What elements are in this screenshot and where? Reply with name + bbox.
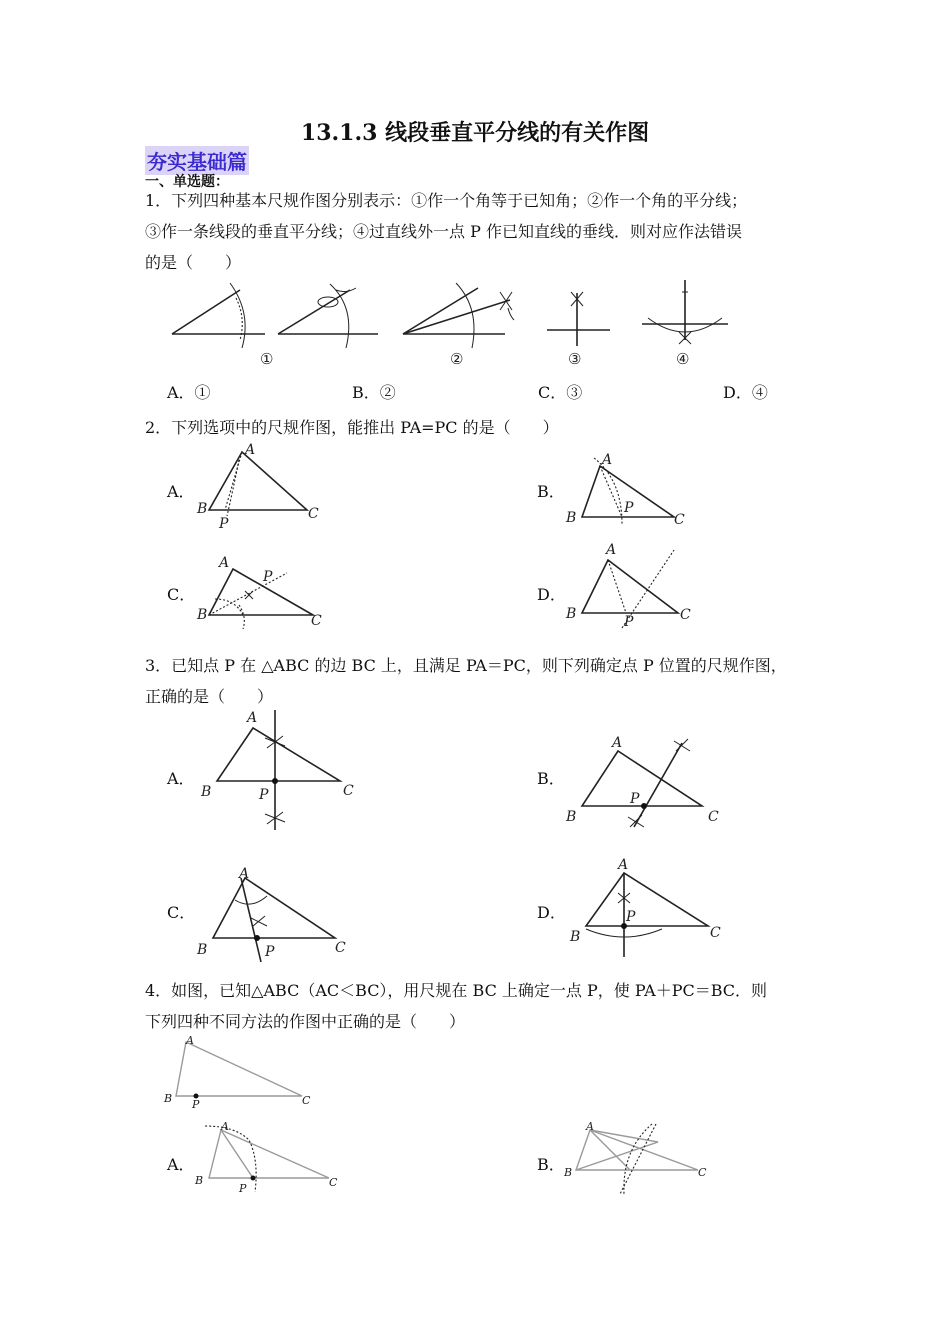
- question-4: [145, 975, 810, 1037]
- subsection-heading: 一、单选题：: [145, 174, 229, 190]
- q1-option-c[interactable]: C．③: [538, 383, 583, 402]
- svg-text:P: P: [263, 569, 273, 585]
- q2-option-d[interactable]: D．: [537, 585, 566, 604]
- svg-text:P: P: [192, 1098, 200, 1111]
- svg-text:C: C: [680, 607, 691, 623]
- svg-text:C: C: [335, 940, 346, 956]
- q3-figure-a: [195, 710, 365, 835]
- svg-text:P: P: [624, 500, 634, 516]
- question-2: 2．下列选项中的尺规作图，能推出 PA=PC 的是（ ）: [145, 418, 559, 437]
- figure-3: [403, 283, 514, 368]
- svg-text:C: C: [311, 613, 322, 629]
- svg-text:C: C: [329, 1176, 338, 1189]
- question-3: [145, 650, 810, 712]
- svg-text:A: A: [618, 857, 629, 873]
- q4-figure-b: [562, 1120, 712, 1200]
- svg-text:P: P: [239, 1182, 247, 1195]
- svg-text:P: P: [265, 944, 275, 960]
- q1-option-b[interactable]: B．②: [352, 383, 396, 402]
- svg-text:A: A: [586, 1120, 594, 1133]
- svg-text:B: B: [570, 929, 581, 945]
- q2-option-b[interactable]: B．: [537, 482, 565, 501]
- figure-2-label: ②: [450, 350, 464, 368]
- svg-text:B: B: [197, 607, 208, 623]
- svg-text:A: A: [219, 555, 230, 571]
- q3-option-c[interactable]: C．: [167, 903, 196, 922]
- figure-4-label: ④: [676, 350, 690, 368]
- question-1-line-1: 1．下列四种基本尺规作图分别表示：①作一个角等于已知角；②作一个角的平分线；: [145, 191, 748, 210]
- svg-text:B: B: [195, 1174, 204, 1187]
- svg-text:B: B: [197, 942, 208, 958]
- q3-option-d[interactable]: D．: [537, 903, 566, 922]
- q3-figure-c: [195, 866, 355, 965]
- q4-figure-a: [193, 1120, 343, 1200]
- figure-3-label: ③: [568, 350, 582, 368]
- svg-text:B: B: [564, 1166, 573, 1179]
- question-3-line-1: 3．已知点 P 在 △ABC 的边 BC 上，且满足 PA＝PC，则下列确定点 P 位置的尺规作图，: [145, 656, 787, 675]
- q2-figure-a: [195, 440, 325, 530]
- svg-text:P: P: [259, 787, 269, 803]
- question-1: [145, 185, 810, 278]
- svg-text:A: A: [221, 1120, 229, 1133]
- question-1-line-2: ③作一条线段的垂直平分线；④过直线外一点 P 作已知直线的垂线．则对应作法错误: [145, 222, 742, 241]
- svg-text:B: B: [566, 809, 577, 825]
- question-4-line-2: 下列四种不同方法的作图中正确的是（ ）: [145, 1012, 466, 1031]
- svg-text:B: B: [197, 501, 208, 517]
- question-4-figure: [162, 1032, 322, 1112]
- q2-option-a[interactable]: A．: [167, 482, 195, 501]
- svg-text:C: C: [698, 1166, 707, 1179]
- svg-text:C: C: [308, 506, 319, 522]
- svg-text:B: B: [566, 606, 577, 622]
- svg-text:A: A: [602, 452, 613, 468]
- q3-option-a[interactable]: A．: [167, 769, 195, 788]
- q4-option-a[interactable]: A．: [167, 1155, 195, 1174]
- figure-1: [172, 283, 273, 368]
- q3-figure-d: [562, 855, 732, 965]
- svg-text:C: C: [343, 783, 354, 799]
- svg-text:A: A: [239, 866, 250, 882]
- q3-figure-b: [562, 735, 732, 835]
- svg-text:C: C: [302, 1094, 311, 1107]
- q2-figure-c: [195, 555, 325, 630]
- svg-text:P: P: [624, 614, 634, 630]
- svg-text:C: C: [708, 809, 719, 825]
- question-1-figures: [160, 278, 740, 373]
- svg-text:P: P: [626, 909, 636, 925]
- figure-5: [642, 280, 728, 368]
- q2-figure-d: [562, 540, 697, 630]
- svg-text:P: P: [630, 791, 640, 807]
- q2-figure-b: [562, 450, 697, 530]
- svg-text:A: A: [245, 442, 256, 458]
- question-3-line-2: 正确的是（ ）: [145, 687, 274, 706]
- page-title: 13.1.3 线段垂直平分线的有关作图: [300, 120, 650, 146]
- svg-text:A: A: [612, 735, 623, 751]
- svg-text:A: A: [186, 1034, 194, 1047]
- section-heading: 夯实基础篇: [145, 146, 249, 175]
- q4-option-b[interactable]: B．: [537, 1155, 565, 1174]
- svg-text:A: A: [247, 710, 258, 726]
- svg-text:B: B: [201, 784, 212, 800]
- q3-option-b[interactable]: B．: [537, 769, 565, 788]
- figure-1-label: ①: [260, 350, 274, 368]
- question-1-line-3: 的是（ ）: [145, 253, 242, 272]
- question-4-line-1: 4．如图，已知△ABC（AC＜BC），用尺规在 BC 上确定一点 P，使 PA＋PC＝BC．则: [145, 981, 767, 1000]
- q1-option-a[interactable]: A．①: [167, 383, 211, 402]
- figure-4: [547, 292, 610, 368]
- svg-text:B: B: [164, 1092, 173, 1105]
- svg-text:B: B: [566, 510, 577, 526]
- svg-text:A: A: [606, 542, 617, 558]
- svg-text:C: C: [674, 512, 685, 528]
- svg-text:C: C: [710, 925, 721, 941]
- q2-option-c[interactable]: C．: [167, 585, 196, 604]
- svg-text:P: P: [219, 516, 229, 532]
- figure-2: [278, 284, 378, 348]
- q1-option-d[interactable]: D．④: [723, 383, 768, 402]
